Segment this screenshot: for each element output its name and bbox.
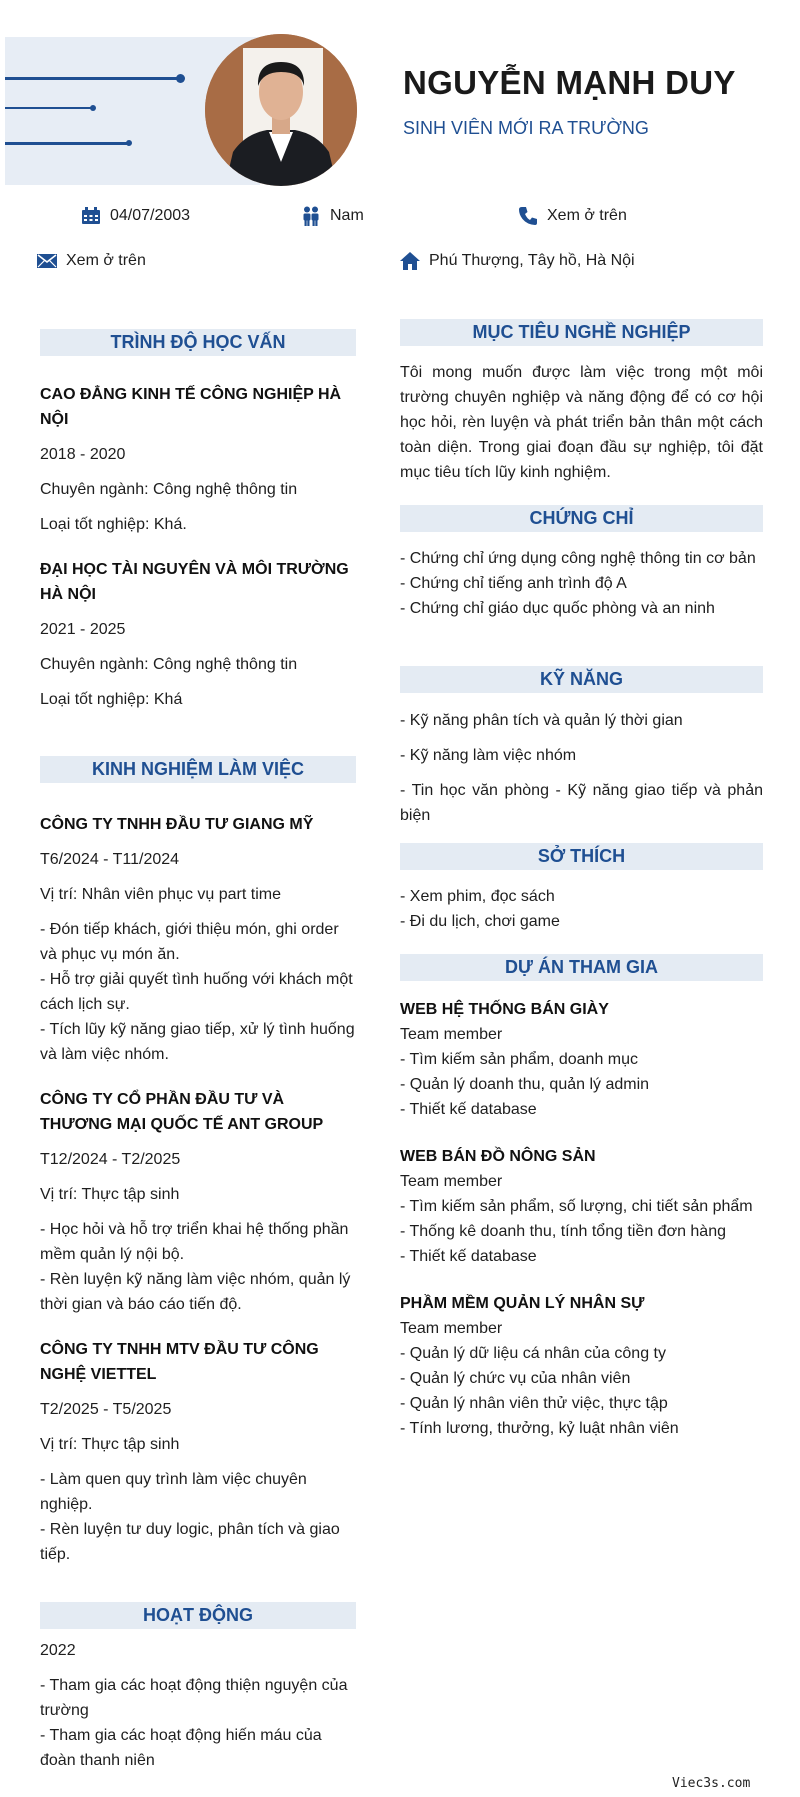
project-role: Team member — [400, 1026, 503, 1043]
project-name: PHẦM MỀM QUẢN LÝ NHÂN SỰ — [400, 1295, 645, 1312]
job-period: T6/2024 - T11/2024 — [40, 851, 180, 868]
decor-dot-3 — [126, 140, 132, 146]
candidate-name: NGUYỄN MẠNH DUY — [403, 64, 736, 101]
hobby-line: - Đi du lịch, chơi game — [400, 913, 560, 930]
job-position: Vị trí: Thực tập sinh — [40, 1186, 180, 1203]
section-title-projects: DỰ ÁN THAM GIA — [400, 954, 763, 981]
section-title-activities: HOẠT ĐỘNG — [40, 1602, 356, 1629]
duty-line: - Học hỏi và hỗ trợ triển khai hệ thống phần mềm quản lý nội bộ. — [40, 1221, 349, 1263]
experience-item — [40, 1087, 356, 1317]
address-value: Phú Thượng, Tây hồ, Hà Nội — [429, 252, 635, 269]
skill-line: - Tin học văn phòng - Kỹ năng giao tiếp và phản biện — [400, 782, 763, 824]
section-title-objective: MỤC TIÊU NGHỀ NGHIỆP — [400, 319, 763, 346]
duty-line: - Rèn luyện tư duy logic, phân tích và giao tiếp. — [40, 1521, 340, 1563]
section-title-certificates: CHỨNG CHỈ — [400, 505, 763, 532]
info-address — [399, 251, 635, 271]
education-grade: Loại tốt nghiệp: Khá — [40, 691, 183, 708]
education-period: 2021 - 2025 — [40, 621, 126, 638]
section-title-education: TRÌNH ĐỘ HỌC VẤN — [40, 329, 356, 356]
company-name: CÔNG TY TNHH MTV ĐẦU TƯ CÔNG NGHỆ VIETTEL — [40, 1341, 319, 1383]
home-icon — [399, 251, 421, 271]
education-item — [40, 382, 356, 537]
project-task: - Thống kê doanh thu, tính tổng tiền đơn hàng — [400, 1223, 726, 1240]
education-item — [40, 557, 356, 712]
project-task: - Tính lương, thưởng, kỷ luật nhân viên — [400, 1420, 679, 1437]
project-task: - Thiết kế database — [400, 1248, 537, 1265]
experience-section — [40, 812, 356, 1567]
job-duties — [40, 917, 356, 1067]
skill-line: - Kỹ năng phân tích và quản lý thời gian — [400, 712, 683, 729]
certificate-line: - Chứng chỉ ứng dụng công nghệ thông tin cơ bản — [400, 550, 756, 567]
experience-item — [40, 812, 356, 1067]
certificate-line: - Chứng chỉ giáo dục quốc phòng và an ninh — [400, 600, 715, 617]
certificates-section — [400, 546, 763, 621]
project-task: - Thiết kế database — [400, 1101, 537, 1118]
duty-line: - Rèn luyện kỹ năng làm việc nhóm, quản lý thời gian và báo cáo tiến độ. — [40, 1271, 351, 1313]
education-major: Chuyên ngành: Công nghệ thông tin — [40, 481, 298, 498]
watermark: Viec3s.com — [672, 1776, 751, 1791]
skill-line: - Kỹ năng làm việc nhóm — [400, 747, 577, 764]
hobby-line: - Xem phim, đọc sách — [400, 888, 555, 905]
people-icon — [300, 206, 322, 226]
section-title-hobbies: SỞ THÍCH — [400, 843, 763, 870]
section-title-skills: KỸ NĂNG — [400, 666, 763, 693]
birthday-value: 04/07/2003 — [110, 207, 191, 224]
education-grade: Loại tốt nghiệp: Khá. — [40, 516, 187, 533]
project-name: WEB BÁN ĐỒ NÔNG SẢN — [400, 1148, 596, 1165]
school-name: ĐẠI HỌC TÀI NGUYÊN VÀ MÔI TRƯỜNG HÀ NỘI — [40, 561, 349, 603]
hobbies-section — [400, 884, 763, 934]
activities-section — [40, 1638, 356, 1773]
section-title-experience: KINH NGHIỆM LÀM VIỆC — [40, 756, 356, 783]
duty-line: - Hỗ trợ giải quyết tình huống với khách một cách lịch sự. — [40, 971, 353, 1013]
gender-value: Nam — [330, 207, 364, 224]
activity-line: - Tham gia các hoạt động hiến máu của đoàn thanh niên — [40, 1727, 322, 1769]
education-period: 2018 - 2020 — [40, 446, 126, 463]
projects-section — [400, 997, 763, 1441]
activity-list — [40, 1673, 356, 1773]
project-item — [400, 1144, 763, 1269]
education-section — [40, 382, 356, 712]
info-gender — [300, 206, 364, 226]
skills-section — [400, 708, 763, 828]
email-value: Xem ở trên — [66, 252, 146, 269]
project-role: Team member — [400, 1173, 503, 1190]
job-duties — [40, 1467, 356, 1567]
duty-line: - Tích lũy kỹ năng giao tiếp, xử lý tình huống và làm việc nhóm. — [40, 1021, 355, 1063]
project-task: - Tìm kiếm sản phẩm, doanh mục — [400, 1051, 639, 1068]
info-phone — [517, 206, 627, 226]
decor-line-3 — [5, 142, 129, 145]
project-item — [400, 1291, 763, 1441]
profile-photo — [205, 34, 357, 186]
phone-value: Xem ở trên — [547, 207, 627, 224]
project-role: Team member — [400, 1320, 503, 1337]
certificate-line: - Chứng chỉ tiếng anh trình độ A — [400, 575, 627, 592]
job-duties — [40, 1217, 356, 1317]
duty-line: - Làm quen quy trình làm việc chuyên nghiệp. — [40, 1471, 307, 1513]
phone-icon — [517, 206, 539, 226]
job-position: Vị trí: Nhân viên phục vụ part time — [40, 886, 281, 903]
job-period: T12/2024 - T2/2025 — [40, 1151, 181, 1168]
decor-dot-1 — [176, 74, 185, 83]
project-name: WEB HỆ THỐNG BÁN GIÀY — [400, 1001, 609, 1018]
job-position: Vị trí: Thực tập sinh — [40, 1436, 180, 1453]
activity-year: 2022 — [40, 1642, 76, 1659]
project-task: - Tìm kiếm sản phẩm, số lượng, chi tiết sản phẩm — [400, 1198, 753, 1215]
info-email — [36, 251, 146, 271]
project-task: - Quản lý nhân viên thử việc, thực tập — [400, 1395, 668, 1412]
duty-line: - Đón tiếp khách, giới thiệu món, ghi order và phục vụ món ăn. — [40, 921, 339, 963]
experience-item — [40, 1337, 356, 1567]
objective-text: Tôi mong muốn được làm việc trong một môi trường chuyên nghiệp và năng động để có cơ hội học hỏi, rèn luyện và phát triển bản thân một cách toàn diện. Trong giai đoạn đầu sự nghiệp, tôi đặt mục tiêu tích lũy kinh nghiệm. — [400, 364, 763, 481]
school-name: CAO ĐẲNG KINH TẾ CÔNG NGHIỆP HÀ NỘI — [40, 386, 342, 428]
project-task: - Quản lý dữ liệu cá nhân của công ty — [400, 1345, 666, 1362]
activity-line: - Tham gia các hoạt động thiện nguyện của trường — [40, 1677, 348, 1719]
project-task: - Quản lý doanh thu, quản lý admin — [400, 1076, 650, 1093]
project-item — [400, 997, 763, 1122]
decor-line-1 — [5, 77, 181, 80]
education-major: Chuyên ngành: Công nghệ thông tin — [40, 656, 298, 673]
decor-line-2 — [5, 107, 93, 109]
decor-dot-2 — [90, 105, 96, 111]
company-name: CÔNG TY CỔ PHẦN ĐẦU TƯ VÀ THƯƠNG MẠI QUỐC TẾ ANT GROUP — [40, 1091, 324, 1133]
calendar-icon — [80, 206, 102, 226]
candidate-title: SINH VIÊN MỚI RA TRƯỜNG — [403, 118, 649, 138]
info-birthday — [80, 206, 190, 226]
envelope-icon — [36, 251, 58, 271]
project-task: - Quản lý chức vụ của nhân viên — [400, 1370, 631, 1387]
job-period: T2/2025 - T5/2025 — [40, 1401, 172, 1418]
company-name: CÔNG TY TNHH ĐẦU TƯ GIANG MỸ — [40, 816, 314, 833]
